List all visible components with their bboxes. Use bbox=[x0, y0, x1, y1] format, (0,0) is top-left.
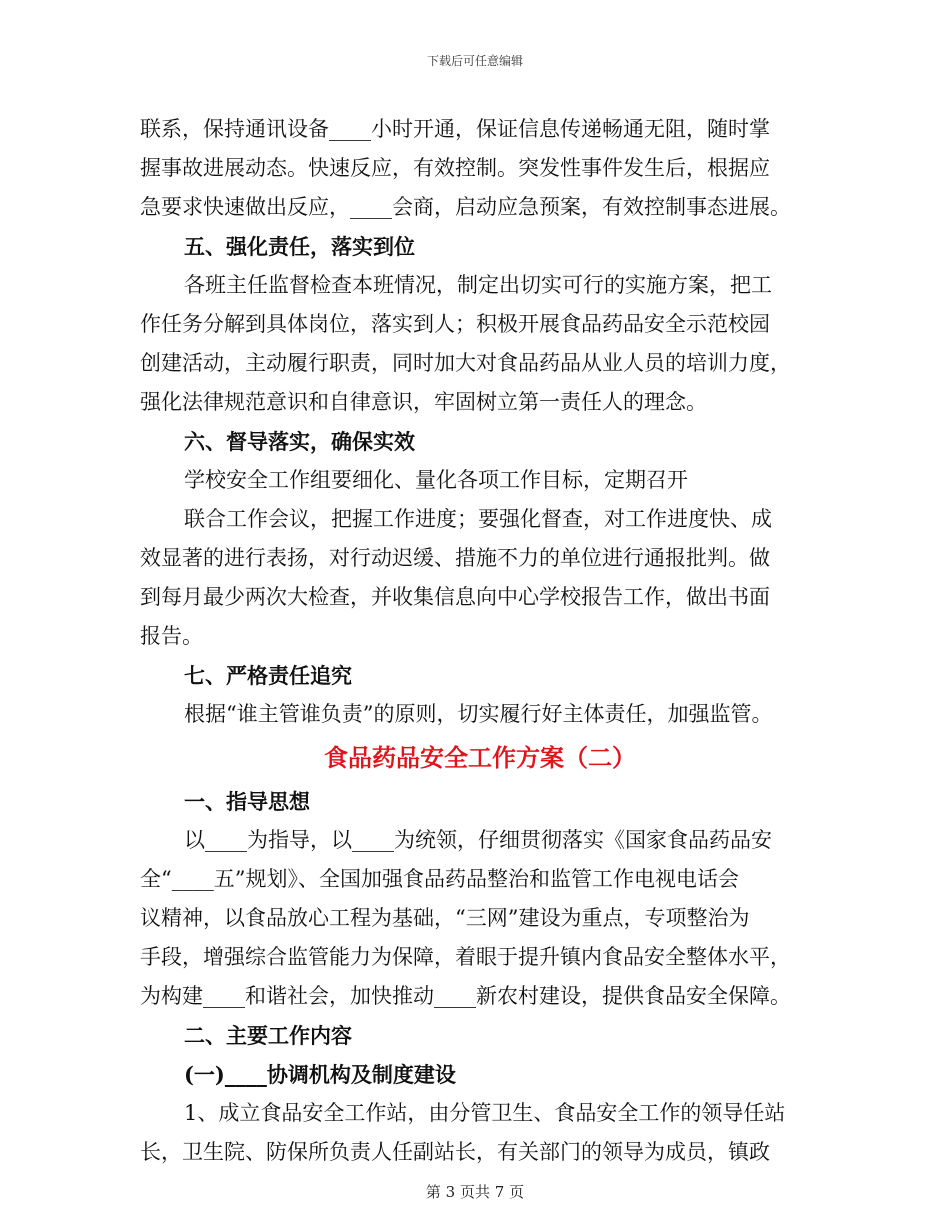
section-heading: 七、严格责任追究 bbox=[184, 663, 352, 688]
body-line: 创建活动，主动履行职责，同时加大对食品药品从业人员的培训力度， bbox=[140, 351, 791, 375]
body-line: 联系，保持通讯设备____小时开通，保证信息传递畅通无阻，随时掌 bbox=[140, 117, 770, 141]
section-heading: 五、强化责任，落实到位 bbox=[184, 234, 415, 259]
body-line: 作任务分解到具体岗位，落实到人；积极开展食品药品安全示范校园 bbox=[140, 312, 770, 336]
body-line: 强化法律规范意识和自律意识，牢固树立第一责任人的理念。 bbox=[140, 390, 707, 414]
body-line: 学校安全工作组要细化、量化各项工作目标，定期召开 bbox=[184, 468, 688, 492]
body-line: 各班主任监督检查本班情况，制定出切实可行的实施方案，把工 bbox=[184, 273, 772, 297]
document-body bbox=[140, 110, 820, 1172]
body-line: 报告。 bbox=[140, 624, 203, 648]
page-footer: 第 3 页共 7 页 bbox=[425, 1183, 525, 1201]
body-line: 联合工作会议，把握工作进度；要强化督查，对工作进度快、成 bbox=[184, 507, 772, 531]
body-line: 为构建____和谐社会，加快推动____新农村建设，提供食品安全保障。 bbox=[140, 984, 791, 1008]
body-line: 全“____五”规划》、全国加强食品药品整治和监管工作电视电话会 bbox=[140, 867, 739, 891]
body-line: 以____为指导，以____为统领，仔细贯彻落实《国家食品药品安 bbox=[184, 828, 772, 852]
page-header: 下载后可任意编辑 bbox=[426, 54, 523, 68]
body-line: 手段，增强综合监管能力为保障，着眼于提升镇内食品安全整体水平， bbox=[140, 945, 791, 969]
subsection-heading: (一)____协调机构及制度建设 bbox=[184, 1062, 456, 1087]
body-line: 议精神，以食品放心工程为基础，“三网”建设为重点，专项整治为 bbox=[140, 906, 750, 930]
section-heading: 六、督导落实，确保实效 bbox=[184, 429, 415, 454]
body-line: 1、成立食品安全工作站，由分管卫生、食品安全工作的领导任站 bbox=[184, 1101, 786, 1125]
body-line: 长，卫生院、防保所负责人任副站长，有关部门的领导为成员，镇政 bbox=[140, 1140, 770, 1164]
body-line: 到每月最少两次大检查，并收集信息向中心学校报告工作，做出书面 bbox=[140, 585, 770, 609]
section-heading: 二、主要工作内容 bbox=[184, 1023, 352, 1048]
section-heading: 一、指导思想 bbox=[184, 789, 310, 814]
body-line: 根据“谁主管谁负责”的原则，切实履行好主体责任，加强监管。 bbox=[184, 702, 773, 726]
body-line: 效显著的进行表扬，对行动迟缓、措施不力的单位进行通报批判。做 bbox=[140, 546, 770, 570]
body-line: 握事故进展动态。快速反应，有效控制。突发性事件发生后，根据应 bbox=[140, 156, 770, 180]
body-line: 急要求快速做出反应，____会商，启动应急预案，有效控制事态进展。 bbox=[140, 195, 791, 219]
document-title: 食品药品安全工作方案（二） bbox=[324, 743, 636, 772]
